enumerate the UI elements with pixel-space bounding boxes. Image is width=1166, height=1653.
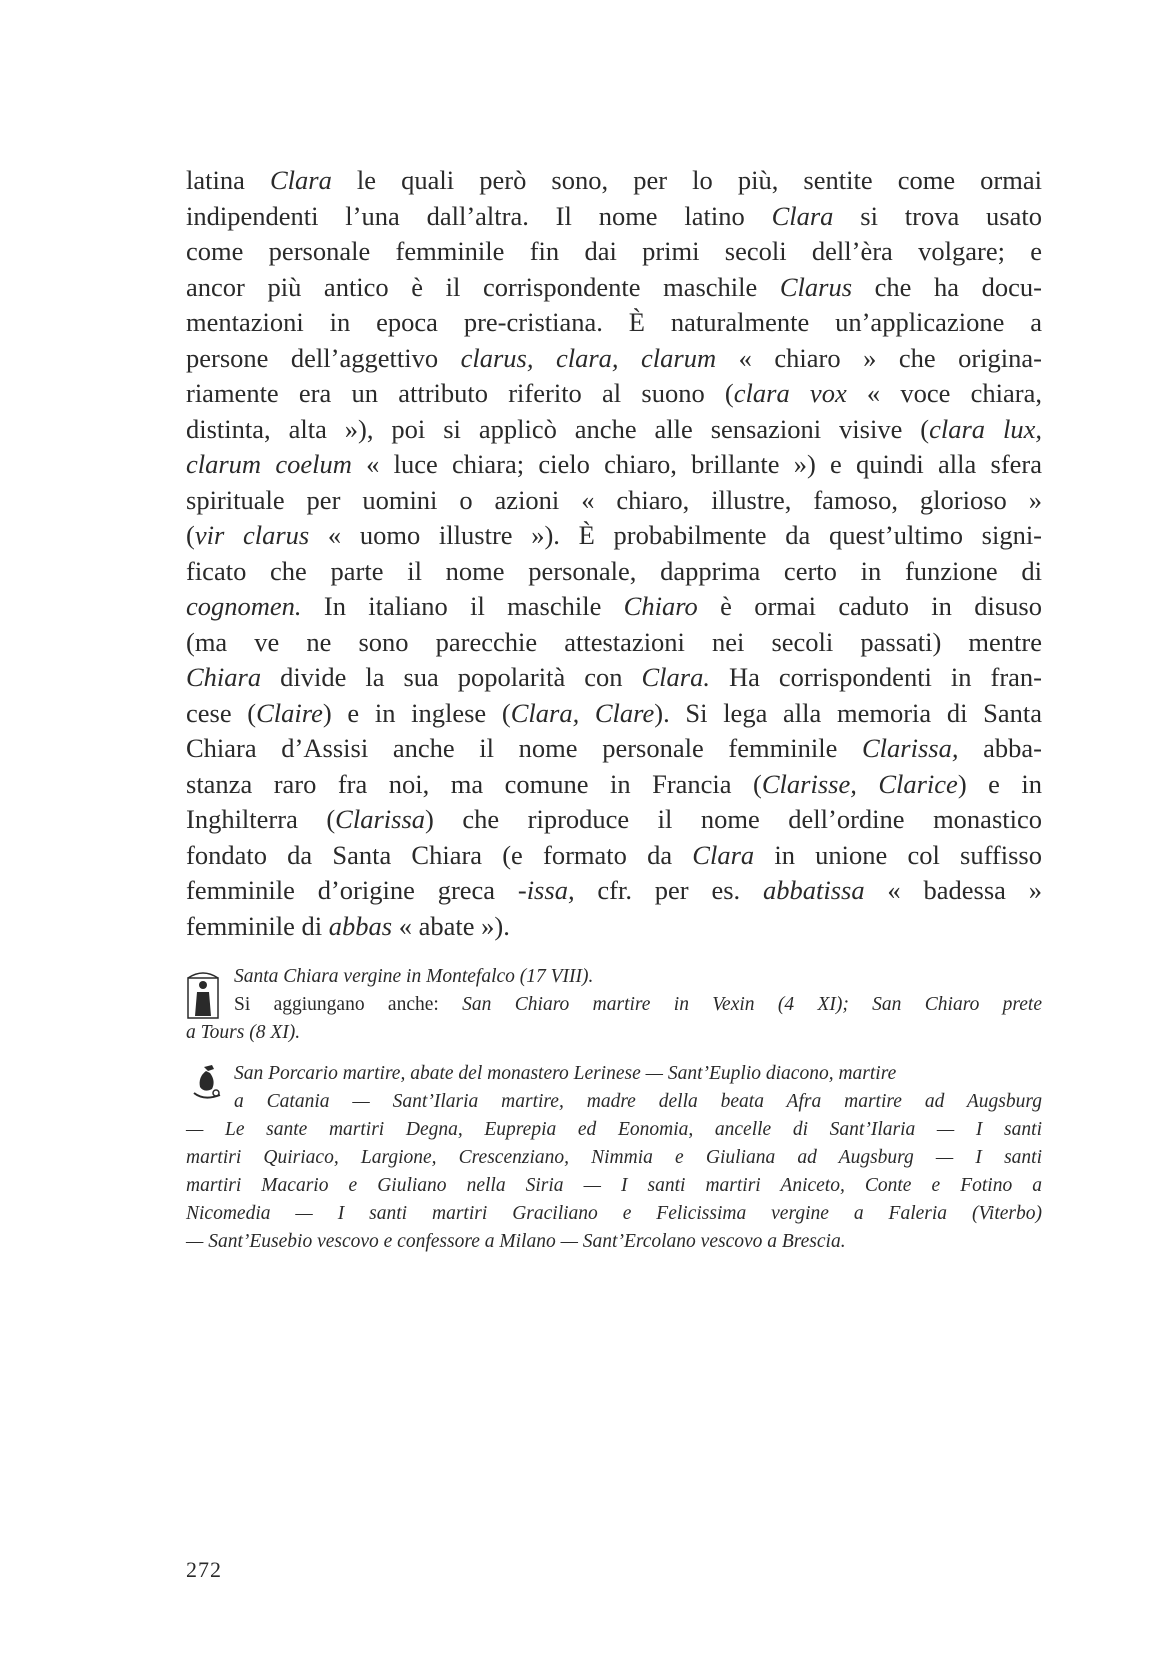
body-line [186,483,1042,519]
italic-text: -issa, [517,875,575,905]
italic-text: Clara. [641,662,710,692]
italic-text: clara vox [733,378,847,408]
body-line [186,802,1042,838]
text-run: persone dell’aggettivo [186,342,461,373]
italic-text: martiri Quiriaco, Largione, Crescenziano, Nimmia e Giuliana ad Augsburg — I santi [186,1147,1042,1168]
body-line [186,199,1042,235]
italic-text: Claire [256,697,323,728]
italic-text: Chiaro [623,591,698,621]
text-run: femminile di [186,910,329,941]
text-run: stanza raro fra noi, ma comune in Francia ( [186,768,762,799]
text-run: latina [186,165,270,195]
text-run: « badessa » [864,875,1042,905]
body-text [186,163,1042,944]
text-run: in unione col suffisso [754,839,1042,870]
events-line [186,1116,1042,1144]
body-line [186,412,1042,448]
italic-text: San Chiaro martire in Vexin (4 XI); San Chiaro prete [462,994,1043,1015]
text-run: Si aggiungano anche: [234,994,463,1015]
text-run: ficato che parte il nome personale, dapprima certo in funzione di [186,555,1042,586]
text-run: cfr. per es. [574,875,763,905]
text-run: è ormai caduto in disuso [697,591,1042,621]
italic-text: cognomen. [186,591,302,621]
text-run: si trova usato [833,200,1042,231]
body-line [186,518,1042,554]
events-line [186,1060,1042,1088]
italic-text: — Sant’Eusebio vescovo e confessore a Milano — Sant’Ercolano vescovo a Brescia. [186,1231,846,1252]
italic-text: Santa Chiara vergine in Montefalco (17 VIII). [234,966,594,987]
events-line [186,1228,1042,1256]
body-line [186,305,1042,341]
text-run: Chiara d’Assisi anche il nome personale femminile [186,733,862,763]
text-run: che ha docu- [852,271,1042,302]
text-run: spirituale per uomini o azioni « chiaro, illustre, famoso, glorioso » [186,484,1042,515]
italic-text: Clara [771,200,834,231]
text-run: distinta, alta »), poi si applicò anche alle sensazioni visive ( [186,413,930,444]
italic-text: clarum coelum [186,449,352,479]
text-run: ancor più antico è il corrispondente maschile [186,271,780,302]
saint-line [186,963,1042,991]
body-line [186,731,1042,767]
body-line [186,873,1042,909]
body-line [186,589,1042,625]
italic-text: — Le sante martiri Degna, Euprepia ed Eonomia, ancelle di Sant’Ilaria — I santi [186,1119,1042,1140]
body-line [186,554,1042,590]
text-run: « abate »). [392,910,510,941]
italic-text: a Tours (8 XI). [186,1022,301,1043]
body-line [186,163,1042,199]
text-run: cese ( [186,697,257,728]
italic-text: San Porcario martire, abate del monastero Lerinese — Sant’Euplio diacono, martire [234,1063,897,1084]
italic-text: clarus, clara, clarum [460,342,717,373]
events-line [186,1172,1042,1200]
text-run: le quali però sono, per lo più, sentite come ormai [331,165,1042,195]
events-line [186,1200,1042,1228]
text-run: In italiano il maschile [301,591,624,621]
body-line [186,625,1042,661]
body-line [186,838,1042,874]
text-run: abba- [958,733,1042,763]
italic-text: a Catania — Sant’Ilaria martire, madre della beata Afra martire ad Augsburg [234,1091,1042,1112]
body-line [186,376,1042,412]
body-line [186,447,1042,483]
italic-text: vir clarus [194,520,310,550]
text-run: « chiaro » che origina- [716,342,1042,373]
text-run: come personale femminile fin dai primi secoli dell’èra volgare; e [186,236,1042,266]
text-run: ) che riproduce il nome dell’ordine monastico [425,804,1042,834]
text-run: Inghilterra ( [186,804,336,834]
italic-text: abbas [328,910,393,941]
saint-entry [186,963,1042,1047]
italic-text: clara lux, [929,413,1043,444]
body-line [186,660,1042,696]
text-run: divide la sua popolarità con [261,662,642,692]
italic-text: abbatissa [762,875,865,905]
text-run: riamente era un attributo riferito al suono ( [186,378,734,408]
events-line [186,1088,1042,1116]
italic-text: Clara [269,165,332,195]
italic-text: Clara [692,839,755,870]
italic-text: Clarissa, [862,733,959,763]
text-run: fondato da Santa Chiara (e formato da [186,839,693,870]
other-saints-list [186,1060,1042,1256]
text-run: mentazioni in epoca pre-cristiana. È naturalmente un’applicazione a [186,307,1042,337]
saint-line [186,1019,1042,1047]
body-line [186,696,1042,732]
text-run: (ma ve ne sono parecchie attestazioni nei secoli passati) mentre [186,626,1042,657]
saint-line [186,991,1042,1019]
italic-text: Clarisse, Clarice [761,768,958,799]
text-run: ). Si lega alla memoria di Santa [654,697,1042,728]
text-run: indipendenti l’una dall’altra. Il nome latino [186,200,772,231]
text-run: femminile d’origine greca [186,875,518,905]
body-line [186,341,1042,377]
italic-text: Nicomedia — I santi martiri Graciliano e Felicissima vergine a Faleria (Viterbo) [186,1203,1042,1224]
text-run: « uomo illustre »). È probabilmente da quest’ultimo signi- [309,520,1043,550]
italic-text: Clara, Clare [510,697,655,728]
text-run: « luce chiara; cielo chiaro, brillante ») e quindi alla sfera [351,449,1042,479]
text-run: ( [186,520,195,550]
italic-text: Clarissa [335,804,426,834]
body-line [186,234,1042,270]
body-line [186,909,1042,945]
italic-text: Clarus [779,271,853,302]
page-number: 272 [186,1557,222,1582]
text-run: Ha corrispondenti in fran- [709,662,1042,692]
italic-text: martiri Macario e Giuliano nella Siria — I santi martiri Aniceto, Conte e Fotino a [186,1175,1042,1196]
events-line [186,1144,1042,1172]
text-run: ) e in inglese ( [322,697,511,728]
text-run: « voce chiara, [846,378,1043,408]
body-line [186,270,1042,306]
italic-text: Chiara [186,662,262,692]
body-line [186,767,1042,803]
text-run: ) e in [957,768,1042,799]
